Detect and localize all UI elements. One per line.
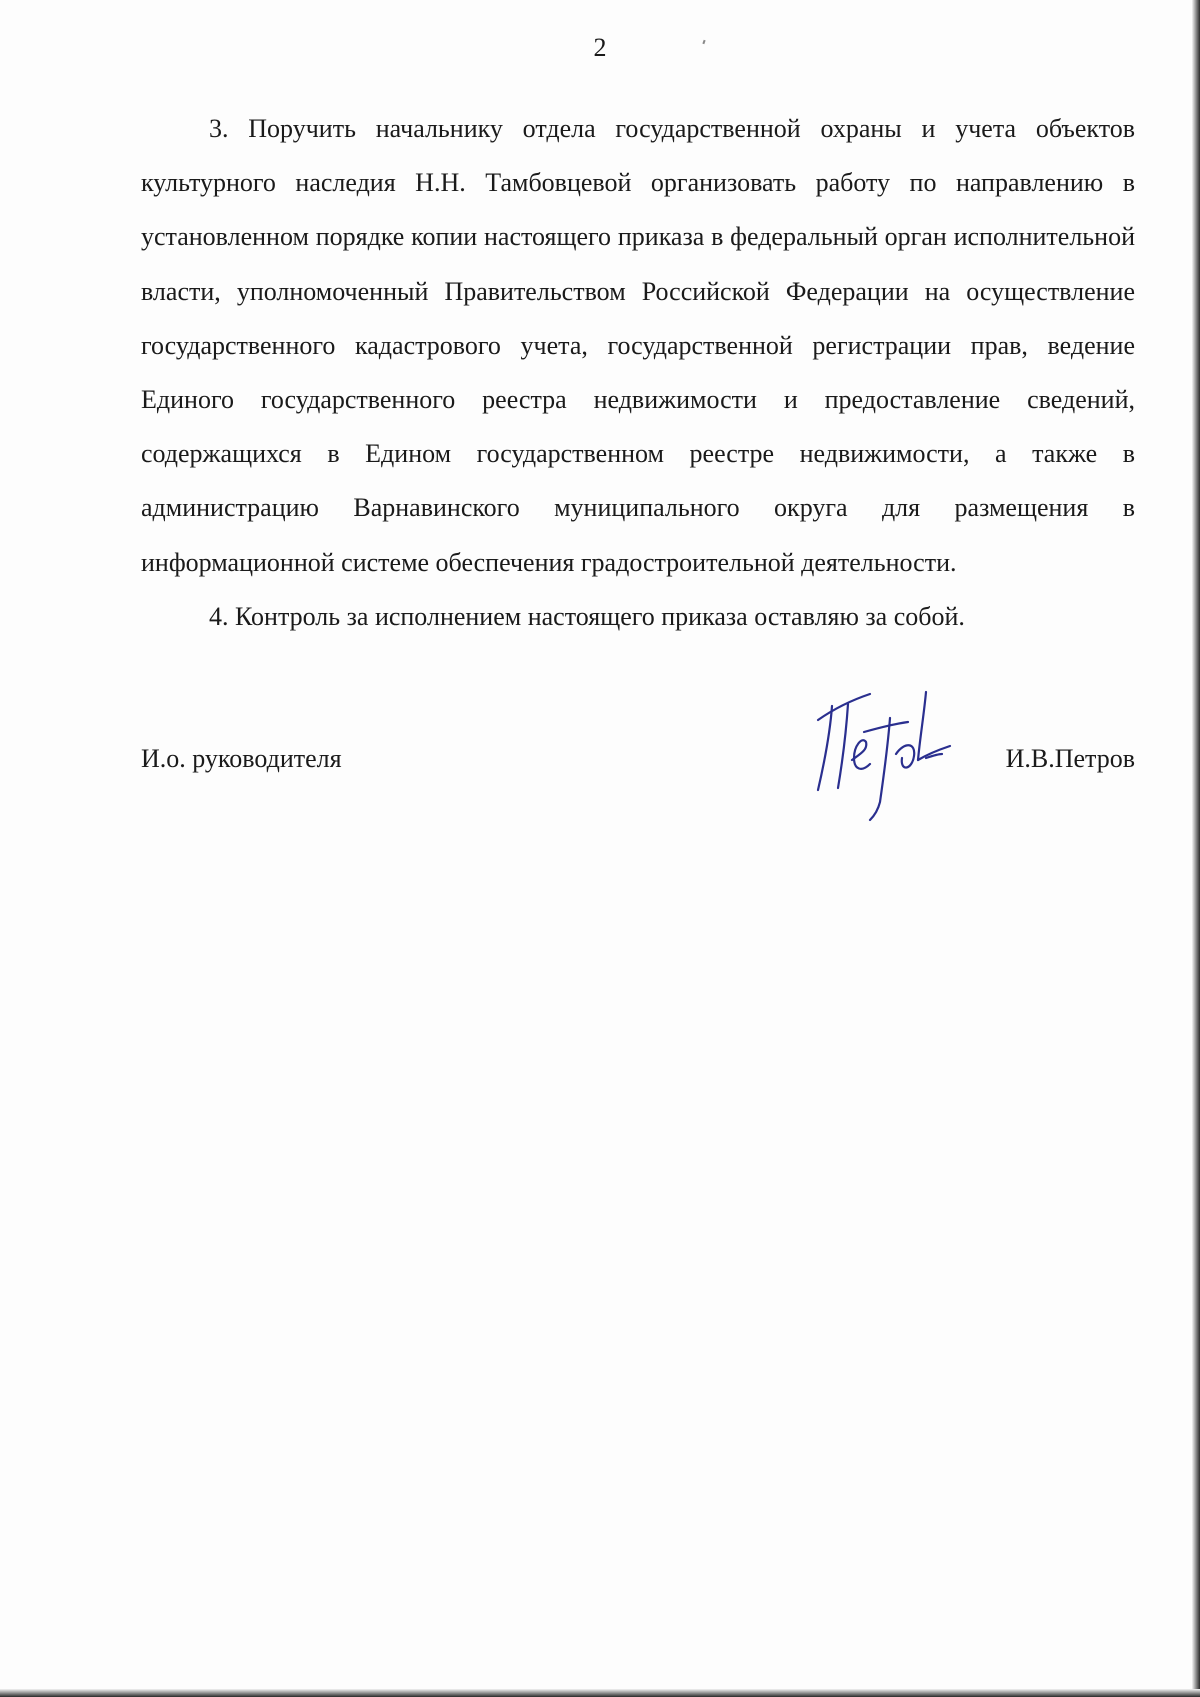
signer-name: И.В.Петров — [1005, 744, 1135, 773]
page-number: 2 — [593, 33, 607, 62]
paragraph-3: 3. Поручить начальнику отдела государственной охраны и учета объектов культурного наследия Н.Н. Тамбовцевой организовать работу по направлению в установленном порядке копии настоящего приказа в федеральный орган исполнительной власти, уполномоченный Правительством Российской Федерации на осуществление государственного кадастрового учета, государственной регистрации прав, ведение Единого государственного реестра недвижимости и предоставление сведений, содержащихся в Едином государственном реестре недвижимости, а также в администрацию Варнавинского муниципального округа для размещения в информационной системе обеспечения градостроительной деятельности. — [141, 114, 1135, 577]
signature-block — [141, 736, 1135, 782]
document-body — [141, 102, 1135, 644]
paragraph-4: 4. Контроль за исполнением настоящего приказа оставляю за собой. — [209, 601, 965, 631]
scan-border-bottom — [0, 1689, 1200, 1697]
handwritten-signature — [808, 684, 968, 822]
signer-position: И.о. руководителя — [141, 744, 342, 773]
scan-border-right — [1192, 0, 1200, 1697]
